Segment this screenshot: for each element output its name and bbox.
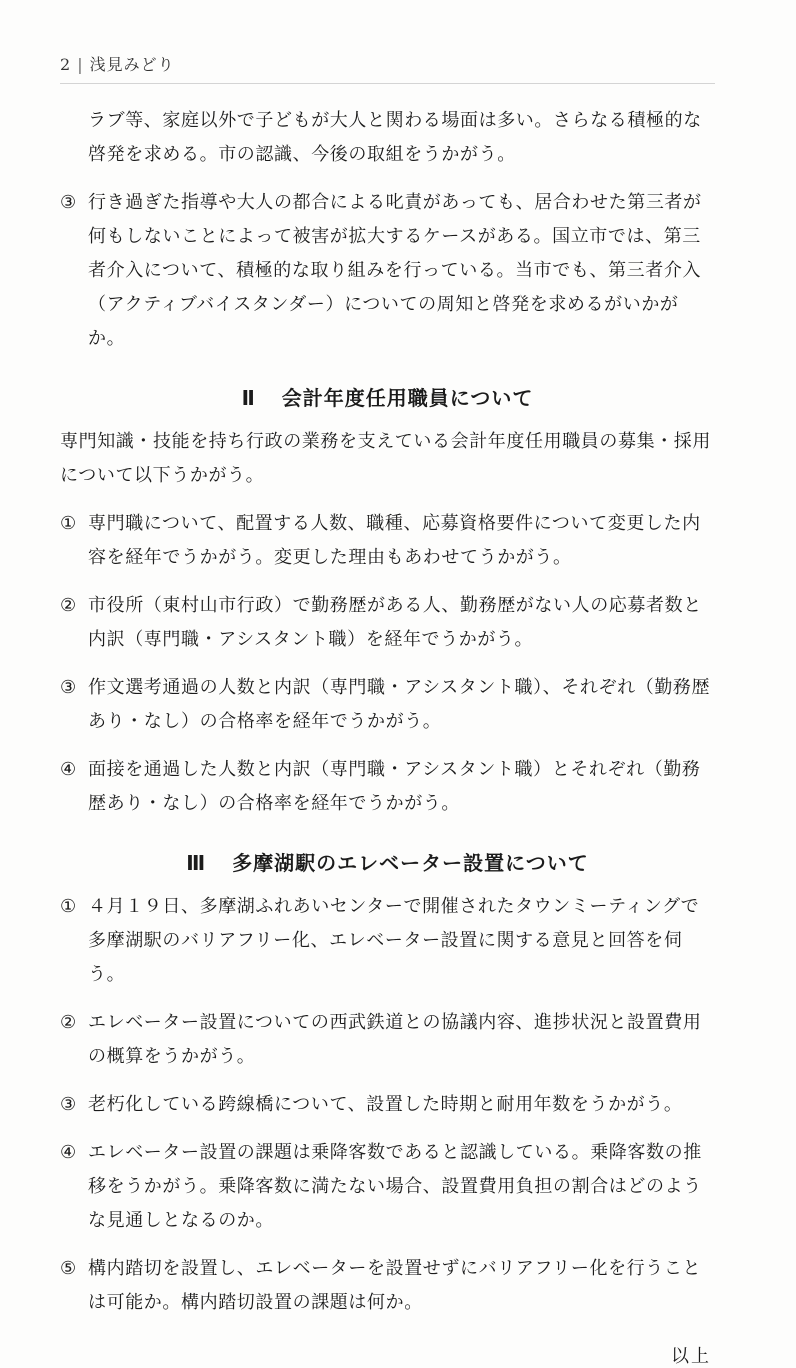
document-page (60, 52, 715, 1367)
list-item (60, 1006, 715, 1074)
page-header (60, 52, 715, 84)
item-number: ③ (60, 1094, 77, 1115)
section-heading-2 (60, 382, 715, 411)
section-intro: 専門知識・技能を持ち行政の業務を支えている会計年度任用職員の募集・採用について以下うかがう。 (60, 431, 711, 486)
continuation-paragraph: ラブ等、家庭以外で子どもが大人と関わる場面は多い。さらなる積極的な啓発を求める。市の認識、今後の取組をうかがう。 (88, 110, 702, 165)
section-title: 多摩湖駅のエレベーター設置について (232, 851, 589, 875)
item-text: ４月１９日、多摩湖ふれあいセンターで開催されたタウンミーティングで多摩湖駅のバリアフリー化、エレベーター設置に関する意見と回答を伺う。 (88, 896, 700, 985)
item-number: ② (60, 1012, 77, 1033)
item-text: エレベーター設置の課題は乗降客数であると認識している。乗降客数の推移をうかがう。乗降客数に満たない場合、設置費用負担の割合はどのような見通しとなるのか。 (88, 1142, 702, 1231)
item-text: 行き過ぎた指導や大人の都合による叱責があっても、居合わせた第三者が何もしないことによって被害が拡大するケースがある。国立市では、第三者介入について、積極的な取り組みを行っている。当市でも、第三者介入（アクティブバイスタンダー）についての周知と啓発を求めるがいかがか。 (88, 192, 702, 349)
list-item (60, 1252, 715, 1320)
item-text: エレベーター設置についての西武鉄道との協議内容、進捗状況と設置費用の概算をうかがう。 (88, 1012, 702, 1067)
list-item (60, 186, 715, 356)
item-number: ③ (60, 192, 77, 213)
page-number: 2 (60, 55, 72, 74)
list-item (60, 589, 715, 657)
item-text: 作文選考通過の人数と内訳（専門職・アシスタント職）、それぞれ（勤務歴あり・なし）の合格率を経年でうかがう。 (88, 677, 711, 732)
item-number: ② (60, 595, 77, 616)
list-item (60, 507, 715, 575)
item-text: 構内踏切を設置し、エレベーターを設置せずにバリアフリー化を行うことは可能か。構内踏切設置の課題は何か。 (88, 1258, 702, 1313)
item-number: ④ (60, 759, 77, 780)
header-separator: | (77, 55, 84, 74)
item-text: 面接を通過した人数と内訳（専門職・アシスタント職）とそれぞれ（勤務歴あり・なし）の合格率を経年でうかがう。 (88, 759, 701, 814)
item-text: 市役所（東村山市行政）で勤務歴がある人、勤務歴がない人の応募者数と内訳（専門職・アシスタント職）を経年でうかがう。 (88, 595, 702, 650)
section-title: 会計年度任用職員について (281, 386, 534, 410)
item-number: ⑤ (60, 1258, 77, 1279)
item-text: 老朽化している跨線橋について、設置した時期と耐用年数をうかがう。 (88, 1094, 683, 1115)
author-name: 浅見みどり (89, 55, 175, 74)
section-numeral: Ⅲ (186, 851, 207, 875)
list-item (60, 671, 715, 739)
item-number: ④ (60, 1142, 77, 1163)
list-item (60, 1088, 715, 1122)
list-item (60, 890, 715, 992)
closing-text: 以上 (671, 1346, 711, 1367)
item-number: ① (60, 896, 77, 917)
section-heading-3 (60, 847, 715, 876)
list-item (60, 1136, 715, 1238)
item-number: ③ (60, 677, 77, 698)
section-numeral: Ⅱ (241, 386, 256, 410)
item-number: ① (60, 513, 77, 534)
list-item (60, 753, 715, 821)
item-text: 専門職について、配置する人数、職種、応募資格要件について変更した内容を経年でうかがう。変更した理由もあわせてうかがう。 (88, 513, 701, 568)
